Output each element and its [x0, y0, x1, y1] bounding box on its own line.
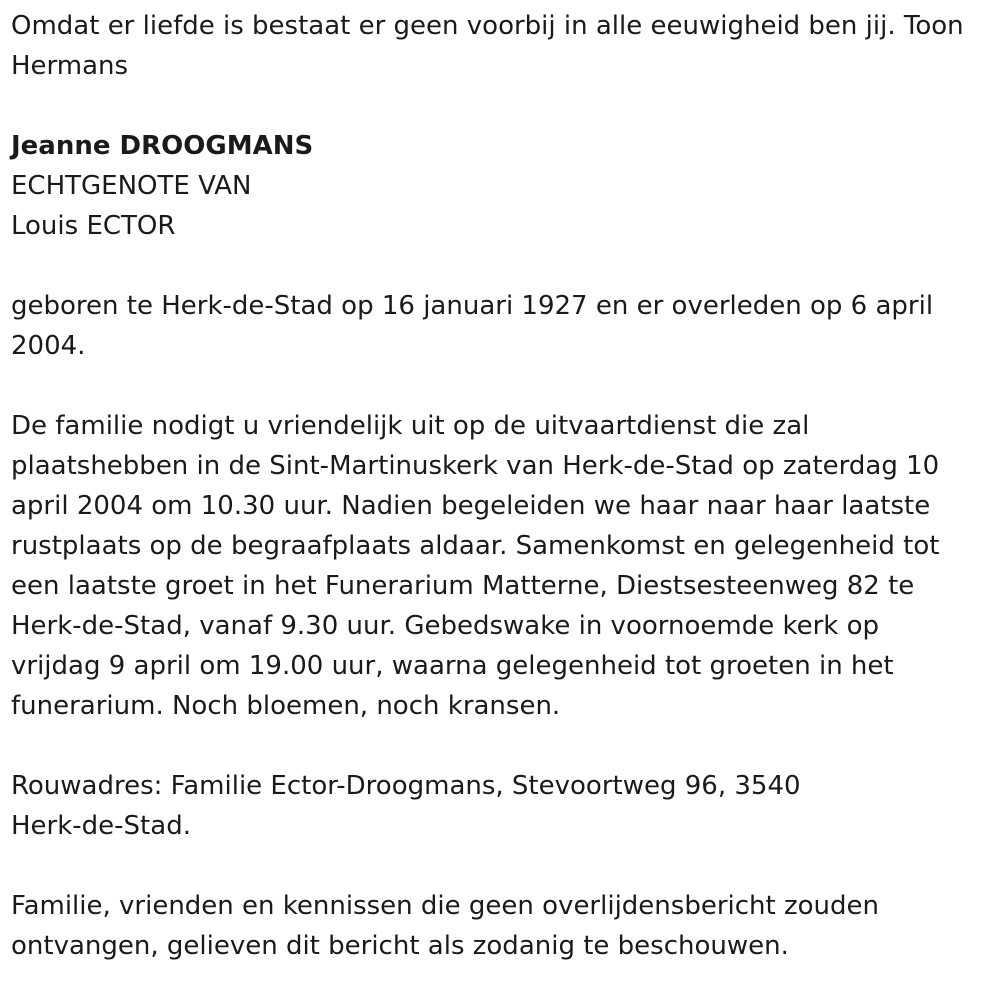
spacer	[11, 246, 1000, 286]
spouse-name: Louis ECTOR	[11, 211, 176, 241]
spacer	[11, 726, 1000, 766]
closing-notice: Familie, vrienden en kennissen die geen overlijdensbericht zouden ontvangen, gelieven dit bericht als zodanig te beschouwen.	[11, 891, 879, 961]
ceremony-paragraph: De familie nodigt u vriendelijk uit op de uitvaartdienst die zal plaatshebben in de Sint-Martinuskerk van Herk-de-Stad op zaterdag 10 april 2004 om 10.30 uur. Nadien begeleiden we haar naar haar laatste rustplaats op de begraafplaats aldaar. Samenkomst en gelegenheid tot een laatste groet in het Funerarium Matterne, Diestsesteenweg 82 te Herk-de-Stad, vanaf 9.30 uur. Gebedswake in voornoemde kerk op vrijdag 9 april om 19.00 uur, waarna gelegenheid tot groeten in het funerarium. Noch bloemen, noch kransen.	[11, 411, 940, 721]
spacer	[11, 366, 1000, 406]
spacer	[11, 846, 1000, 886]
relation-label: ECHTGENOTE VAN	[11, 171, 252, 201]
spacer	[11, 86, 1000, 126]
deceased-name: Jeanne DROOGMANS	[11, 131, 314, 161]
mourning-address: Rouwadres: Familie Ector-Droogmans, Stevoortweg 96, 3540 Herk-de-Stad.	[11, 771, 801, 841]
opening-quote: Omdat er liefde is bestaat er geen voorbij in alle eeuwigheid ben jij. Toon Hermans	[11, 11, 964, 81]
birth-death-paragraph: geboren te Herk-de-Stad op 16 januari 1927 en er overleden op 6 april 2004.	[11, 291, 934, 361]
